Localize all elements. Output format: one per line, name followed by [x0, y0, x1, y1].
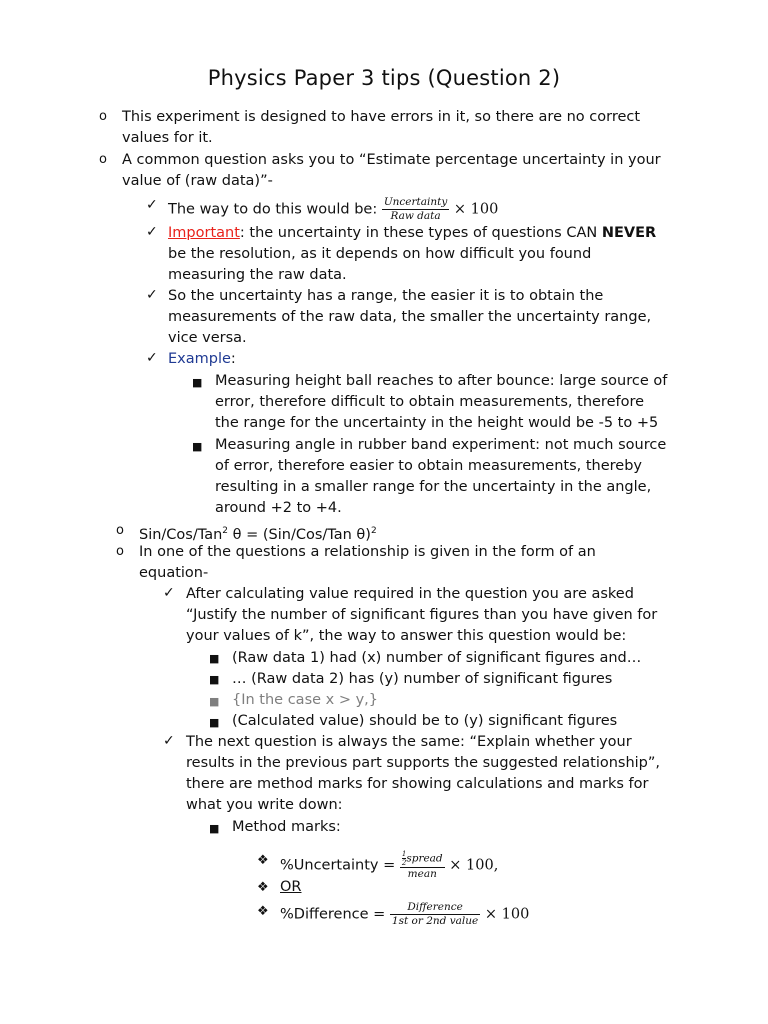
times-100: × 100 — [484, 906, 530, 923]
sub-2-line-1: Measuring angle in rubber band experiment: not much source — [215, 437, 667, 453]
circle-bullet-icon: o — [99, 109, 107, 124]
check-2-text: : the uncertainty in these types of questions CAN — [239, 225, 602, 241]
sub-2-line-2: of error, therefore easier to obtain measurements, thereby — [215, 458, 643, 474]
fraction-numerator: Uncertainty — [383, 196, 448, 208]
or-text: OR — [280, 879, 302, 895]
sub-1-line-3: the range for the uncertainty in the height would be -5 to +5 — [215, 415, 659, 431]
fraction-numerator: Difference — [390, 901, 480, 915]
sub-5-line: {In the case x > y,} — [232, 692, 379, 708]
check-6-line-4: what you write down: — [186, 797, 343, 813]
uncertainty-label: %Uncertainty = — [280, 857, 396, 874]
checkmark-icon: ✓ — [146, 197, 158, 213]
diamond-bullet-icon: ❖ — [257, 880, 269, 895]
sub-2-line-4: around +2 to +4. — [215, 500, 342, 516]
item-2-line-2: value of (raw data)”- — [122, 173, 273, 189]
check-1-text: The way to do this would be: — [168, 201, 378, 218]
check-3-line-1: So the uncertainty has a range, the easier it is to obtain the — [168, 288, 604, 304]
check-2-line-1 — [168, 223, 656, 244]
fraction-denominator: Raw data — [390, 210, 441, 222]
item-2-line-1: A common question asks you to “Estimate percentage uncertainty in your — [122, 152, 661, 168]
trig-text-a: Sin/Cos/Tan — [139, 526, 223, 543]
trig-text-b: θ = (Sin/Cos/Tan θ) — [228, 526, 371, 543]
square-bullet-icon: ■ — [209, 716, 220, 729]
check-3-line-2: measurements of the raw data, the smaller the uncertainty range, — [168, 309, 652, 325]
checkmark-icon: ✓ — [146, 350, 158, 366]
diamond-bullet-icon: ❖ — [257, 904, 269, 919]
difference-label: %Difference = — [280, 906, 386, 923]
sub-1-line-2: error, therefore difficult to obtain measurements, therefore — [215, 394, 645, 410]
uncertainty-fraction — [382, 196, 449, 223]
check-3-line-3: vice versa. — [168, 330, 247, 346]
circle-bullet-icon: o — [99, 152, 107, 167]
example-colon: : — [230, 351, 236, 367]
checkmark-icon: ✓ — [163, 733, 175, 749]
trig-superscript-1: 2 — [222, 526, 229, 536]
sub-4-line: … (Raw data 2) has (y) number of significant figures — [232, 671, 613, 687]
check-5-line-1: After calculating value required in the question you are asked — [186, 586, 634, 602]
spread-text: spread — [406, 852, 443, 865]
checkmark-icon: ✓ — [146, 287, 158, 303]
sub-6-line: (Calculated value) should be to (y) significant figures — [232, 713, 618, 729]
square-bullet-icon: ■ — [192, 376, 203, 389]
square-bullet-icon: ■ — [209, 652, 220, 665]
method-marks-label: Method marks: — [232, 819, 341, 835]
sub-1-line-1: Measuring height ball reaches to after bounce: large source of — [215, 373, 668, 389]
check-2-line-3: measuring the raw data. — [168, 267, 347, 283]
difference-fraction — [390, 901, 480, 928]
checkmark-icon: ✓ — [163, 585, 175, 601]
half-denominator: 2 — [401, 859, 407, 867]
square-bullet-icon: ■ — [209, 695, 220, 708]
sub-2-line-3: resulting in a smaller range for the uncertainty in the angle, — [215, 479, 652, 495]
page-title: Physics Paper 3 tips (Question 2) — [207, 66, 561, 90]
item-4-line-1: In one of the questions a relationship is given in the form of an — [139, 544, 596, 560]
trig-superscript-2: 2 — [370, 526, 377, 536]
check-5-line-3: your values of k”, the way to answer this question would be: — [186, 628, 627, 644]
checkmark-icon: ✓ — [146, 224, 158, 240]
fraction-denominator: mean — [407, 868, 437, 880]
difference-formula — [280, 901, 529, 928]
square-bullet-icon: ■ — [209, 822, 220, 835]
fraction-denominator: 1st or 2nd value — [391, 915, 479, 927]
check-5-line-2: “Justify the number of significant figures than you have given for — [186, 607, 658, 623]
check-6-line-1: The next question is always the same: “Explain whether your — [186, 734, 632, 750]
square-bullet-icon: ■ — [209, 673, 220, 686]
circle-bullet-icon: o — [116, 523, 124, 538]
item-1-line-2: values for it. — [122, 130, 213, 146]
item-1-line-1: This experiment is designed to have errors in it, so there are no correct — [122, 109, 641, 125]
check-1-line — [168, 196, 498, 223]
fraction-numerator — [400, 850, 445, 868]
sub-3-line: (Raw data 1) had (x) number of significant figures and… — [232, 650, 642, 666]
half-numerator: 1 — [401, 850, 407, 858]
times-100: × 100 — [453, 201, 499, 218]
spread-over-mean-fraction — [400, 850, 445, 881]
example-label: Example — [168, 351, 231, 367]
check-6-line-3: there are method marks for showing calculations and marks for — [186, 776, 649, 792]
item-4-line-2: equation- — [139, 565, 209, 581]
example-heading — [168, 349, 236, 370]
check-2-line-2: be the resolution, as it depends on how difficult you found — [168, 246, 592, 262]
uncertainty-formula — [280, 850, 498, 881]
check-6-line-2: results in the previous part supports the suggested relationship”, — [186, 755, 661, 771]
times-100: × 100, — [449, 857, 499, 874]
important-label: Important — [168, 225, 240, 241]
never-emphasis: NEVER — [601, 225, 657, 241]
square-bullet-icon: ■ — [192, 440, 203, 453]
circle-bullet-icon: o — [116, 544, 124, 559]
diamond-bullet-icon: ❖ — [257, 853, 269, 868]
